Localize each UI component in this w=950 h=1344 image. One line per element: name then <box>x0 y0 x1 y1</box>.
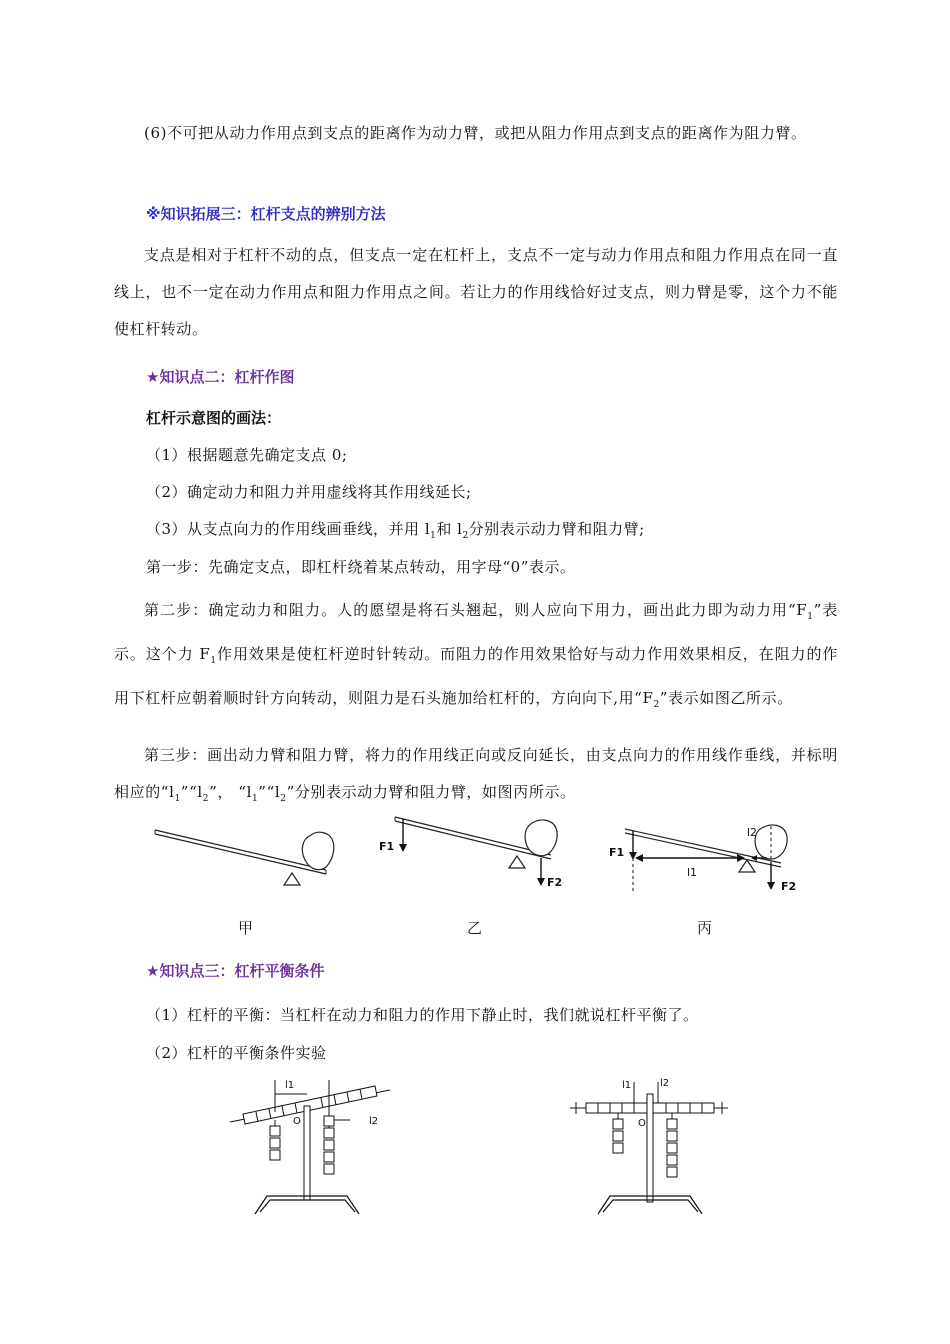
method-step-3-sub1: 1 <box>430 531 437 541</box>
second-step-p3: 作用效果是使杠杆逆时针转动。而阻力的作用效果恰好与动力作用效果相反，在阻力的作用下杠杆应朝着顺时针方向转动，则阻力是石头施加给杠杆的，方向向下,用“F <box>114 645 838 707</box>
third-step-p4: ”“l <box>258 783 281 801</box>
second-step-p1: 第二步：确定动力和阻力。人的愿望是将石头翘起，则人应向下用力，画出此力即为动力用“F <box>144 601 808 619</box>
second-step-p2: ”表示。这个力 F <box>114 601 838 663</box>
knowledge-point-3-title: ★知识点三：杠杆平衡条件 <box>146 962 325 980</box>
pivot-label: O <box>638 1118 646 1129</box>
rock-icon <box>755 825 787 859</box>
third-step-p1: 第三步：画出动力臂和阻力臂，将力的作用线正向或反向延长，由支点向力的作用线作垂线，并标明相应的“l <box>114 746 838 801</box>
caption-yi: 乙 <box>467 919 483 937</box>
caption-bing: 丙 <box>697 919 713 937</box>
balance-item-1: （1）杠杆的平衡：当杠杆在动力和阻力的作用下静止时，我们就说杠杆平衡了。 <box>146 1006 699 1024</box>
balance-experiment-tilted <box>225 1072 395 1220</box>
fulcrum-icon <box>284 873 300 885</box>
label-l1: l1 <box>285 1080 295 1091</box>
label-l2: l2 <box>660 1078 670 1089</box>
pivot-label: O <box>293 1116 301 1127</box>
label-l1: l1 <box>622 1080 632 1091</box>
third-step-sub4: 2 <box>280 794 287 804</box>
label-l2: l2 <box>369 1116 379 1127</box>
third-step-p2: ”“l <box>180 783 203 801</box>
method-step-3 <box>146 518 645 547</box>
extension-3-body: 支点是相对于杠杆不动的点，但支点一定在杠杆上，支点不一定与动力作用点和阻力作用点在同一直线上，也不一定在动力作用点和阻力作用点之间。若让力的作用线恰好过支点，则力臂是零，这个力不能使杠杆转动。 <box>114 246 838 338</box>
method-step-3-post: 分别表示动力臂和阻力臂; <box>468 520 645 538</box>
extension-3-title: ※知识拓展三：杠杆支点的辨别方法 <box>146 205 386 223</box>
fulcrum-icon <box>739 860 755 872</box>
weights-left <box>270 1120 280 1160</box>
label-f1: F1 <box>379 840 395 853</box>
force-f2-arrow <box>537 858 545 886</box>
knowledge-point-2-title: ★知识点二：杠杆作图 <box>146 368 295 386</box>
label-l1: l1 <box>687 866 698 879</box>
balance-experiment-level <box>568 1072 738 1220</box>
lever-figure-jia <box>150 825 350 890</box>
lever-bar <box>155 830 326 874</box>
label-f2: F2 <box>547 876 563 889</box>
third-step-p3: ”， “l <box>209 783 252 801</box>
caption-jia: 甲 <box>238 919 254 937</box>
method-step-3-mid: 和 l <box>436 520 463 538</box>
third-step-p5: ”分别表示动力臂和阻力臂，如图丙所示。 <box>286 783 576 801</box>
balance-item-2: （2）杠杆的平衡条件实验 <box>146 1044 327 1062</box>
third-step-sub1: 1 <box>174 794 181 804</box>
second-step-sub3: 2 <box>653 700 660 710</box>
weights-right <box>324 1110 334 1174</box>
rock-icon <box>302 832 333 869</box>
lever-figure-bing <box>605 822 805 900</box>
second-step <box>114 592 838 724</box>
paragraph-6: (6)不可把从动力作用点到支点的距离作为动力臂，或把从阻力作用点到支点的距离作为阻力臂。 <box>144 124 807 142</box>
method-step-3-sub2: 2 <box>462 531 469 541</box>
label-f1: F1 <box>609 846 625 859</box>
third-step-sub3: 1 <box>251 794 259 804</box>
first-step: 第一步：先确定支点，即杠杆绕着某点转动，用字母“0”表示。 <box>146 558 576 576</box>
weights-right <box>667 1113 677 1177</box>
fulcrum-icon <box>509 856 525 868</box>
rock-icon <box>525 820 557 856</box>
weights-left <box>613 1113 623 1153</box>
force-f2-arrow <box>767 862 775 890</box>
method-step-2: （2）确定动力和阻力并用虚线将其作用线延长; <box>146 483 472 501</box>
method-title: 杠杆示意图的画法： <box>146 409 282 427</box>
label-l2: l2 <box>747 826 758 839</box>
lever-figure-yi <box>375 812 575 897</box>
third-step <box>114 737 838 818</box>
method-step-3-pre: （3）从支点向力的作用线画垂线，并用 l <box>146 520 431 538</box>
second-step-sub2: 1 <box>210 656 217 666</box>
third-step-sub2: 2 <box>202 794 210 804</box>
second-step-sub1: 1 <box>807 612 814 622</box>
second-step-p4: ”表示如图乙所示。 <box>659 689 793 707</box>
label-f2: F2 <box>781 880 797 893</box>
method-step-1: （1）根据题意先确定支点 0; <box>146 446 348 464</box>
